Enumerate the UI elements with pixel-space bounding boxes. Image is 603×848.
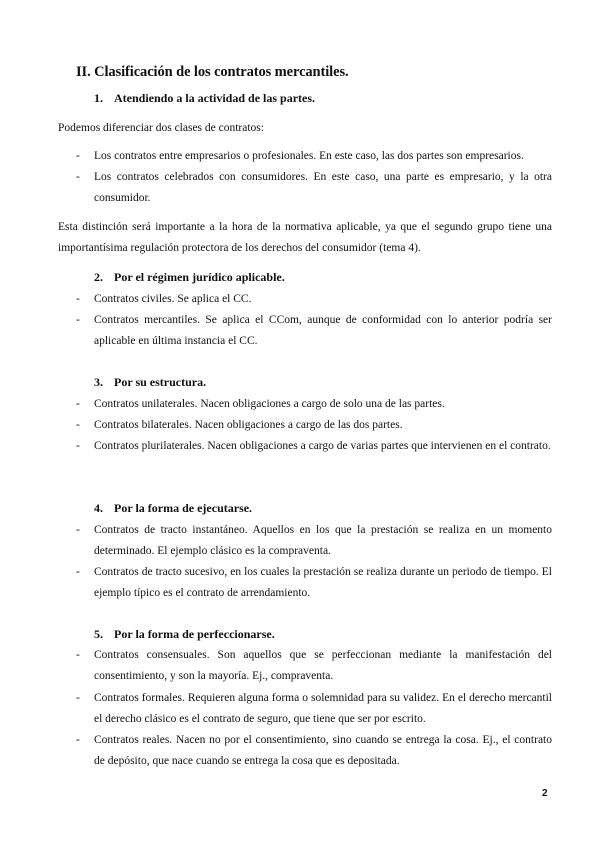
- bullet-dash: -: [76, 734, 80, 746]
- subsection-number: 5.: [94, 627, 103, 641]
- list-item: [76, 146, 552, 167]
- list-item: [76, 289, 552, 310]
- subsection-number: 4.: [94, 501, 103, 515]
- subsection-number: 3.: [94, 375, 103, 389]
- list-item: [76, 645, 552, 687]
- list-item: [76, 562, 552, 604]
- subsection-title: Por su estructura.: [114, 375, 207, 389]
- subsection-heading-4: [94, 501, 252, 516]
- bullet-dash: -: [76, 419, 80, 431]
- subsection-title: Por la forma de perfeccionarse.: [114, 627, 275, 641]
- subsection-title: Por la forma de ejecutarse.: [114, 501, 253, 515]
- subsection-title: Atendiendo a la actividad de las partes.: [114, 91, 316, 105]
- list-item-text: Contratos civiles. Se aplica el CC.: [94, 293, 252, 305]
- outro-paragraph: Esta distinción será importante a la hora de la normativa aplicable, ya que el segundo grupo tiene una importantísima regulación protectora de los derechos del consumidor (tema 4).: [58, 221, 552, 254]
- bullet-dash: -: [76, 398, 80, 410]
- list-item: [76, 167, 552, 209]
- list-item-text: Contratos formales. Requieren alguna forma o solemnidad para su validez. En el derecho mercantil el derecho clásico es el contrato de seguro, que tiene que ser por escrito.: [94, 692, 552, 725]
- list-item-text: Los contratos entre empresarios o profesionales. En este caso, las dos partes son empresarios.: [94, 150, 524, 162]
- subsection-heading-1: [94, 91, 315, 106]
- subsection-heading-3: [94, 375, 206, 390]
- intro-paragraph: Podemos diferenciar dos clases de contratos:: [58, 122, 264, 134]
- subsection-title: Por el régimen jurídico aplicable.: [114, 270, 285, 284]
- bullet-dash: -: [76, 150, 80, 162]
- bullet-dash: -: [76, 524, 80, 536]
- list-item: [76, 310, 552, 352]
- page-number: 2: [542, 788, 548, 799]
- subsection-number: 1.: [94, 91, 103, 105]
- list-item-text: Contratos de tracto sucesivo, en los cuales la prestación se realiza durante un periodo de tiempo. El ejemplo típico es el contrato de arrendamiento.: [94, 566, 552, 599]
- list-item: [76, 436, 552, 457]
- list-item: [76, 415, 552, 436]
- list-item: [76, 730, 552, 772]
- bullet-dash: -: [76, 314, 80, 326]
- list-item-text: Contratos de tracto instantáneo. Aquellos en los que la prestación se realiza en un momento determinado. El ejemplo clásico es la compraventa.: [94, 524, 552, 557]
- bullet-dash: -: [76, 649, 80, 661]
- list-item-text: Contratos plurilaterales. Nacen obligaciones a cargo de varias partes que intervienen en el contrato.: [94, 440, 551, 452]
- list-item-text: Contratos mercantiles. Se aplica el CCom, aunque de conformidad con lo anterior podría ser aplicable en última instancia el CC.: [94, 314, 552, 347]
- list-item: [76, 688, 552, 730]
- bullet-dash: -: [76, 440, 80, 452]
- subsection-heading-2: [94, 270, 285, 285]
- list-item: [76, 520, 552, 562]
- list-item-text: Contratos unilaterales. Nacen obligaciones a cargo de solo una de las partes.: [94, 398, 445, 410]
- list-item-text: Los contratos celebrados con consumidores. En este caso, una parte es empresario, y la otra consumidor.: [94, 171, 552, 204]
- bullet-dash: -: [76, 293, 80, 305]
- list-item-text: Contratos bilaterales. Nacen obligaciones a cargo de las dos partes.: [94, 419, 403, 431]
- list-item: [76, 394, 552, 415]
- bullet-dash: -: [76, 171, 80, 183]
- list-item-text: Contratos consensuales. Son aquellos que se perfeccionan mediante la manifestación del consentimiento, y son la mayoría. Ej., compraventa.: [94, 649, 552, 682]
- bullet-dash: -: [76, 692, 80, 704]
- subsection-number: 2.: [94, 270, 103, 284]
- bullet-dash: -: [76, 566, 80, 578]
- subsection-heading-5: [94, 627, 275, 642]
- list-item-text: Contratos reales. Nacen no por el consentimiento, sino cuando se entrega la cosa. Ej., el contrato de depósito, que nace cuando se entrega la cosa que es depositada.: [94, 734, 552, 767]
- section-title: II. Clasificación de los contratos mercantiles.: [76, 64, 349, 80]
